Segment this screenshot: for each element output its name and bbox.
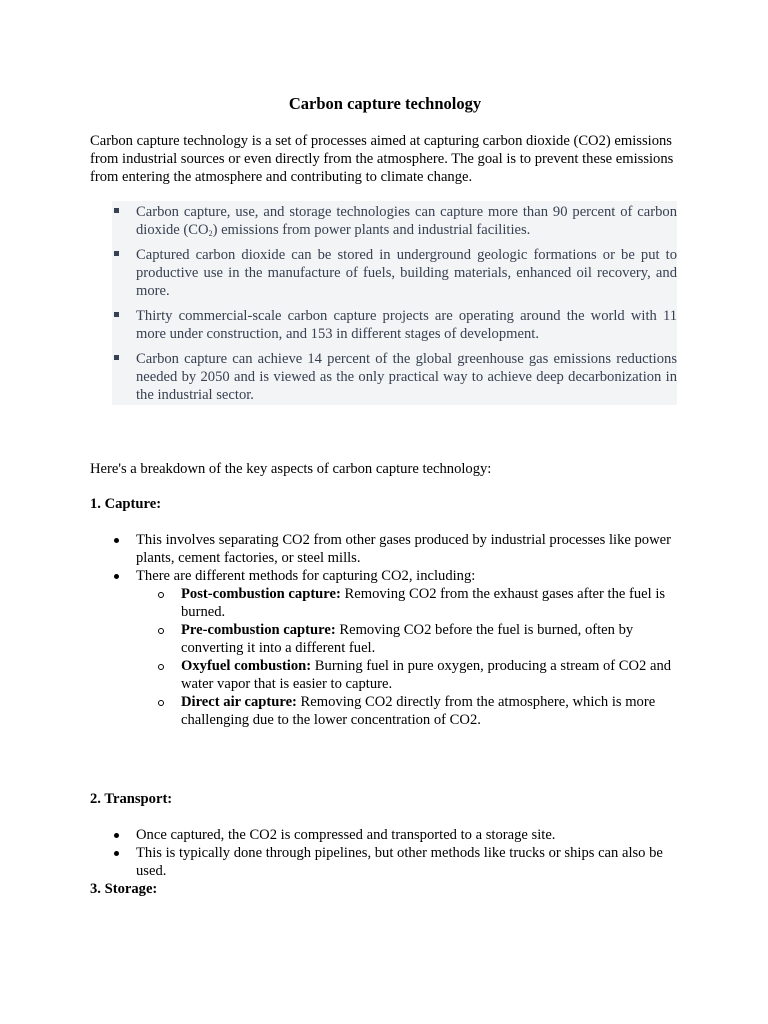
- square-bullet-icon: [114, 251, 119, 256]
- list-item-text: There are different methods for capturing CO2, including:: [136, 568, 476, 584]
- document-page: [90, 94, 680, 916]
- document-title: Carbon capture technology: [288, 94, 482, 113]
- method-text: Burning fuel in pure oxygen, producing a stream of CO2 and water vapor that is easier to capture.: [181, 658, 672, 692]
- method-text: Removing CO2 before the fuel is burned, often by converting it into a different fuel.: [181, 622, 634, 656]
- facts-block: [112, 201, 677, 405]
- fact-text-before: Carbon capture, use, and storage technologies can capture more than 90 percent of carbon dioxide (CO: [136, 204, 677, 238]
- fact-item: [112, 246, 677, 300]
- hollow-bullet-icon: [158, 628, 164, 634]
- list-item: [112, 826, 680, 844]
- method-label: Direct air capture:: [181, 694, 297, 710]
- list-item: [112, 567, 680, 729]
- hollow-bullet-icon: [158, 592, 164, 598]
- method-item: [157, 657, 680, 693]
- capture-list: [90, 531, 680, 729]
- list-item-text: Once captured, the CO2 is compressed and transported to a storage site.: [136, 827, 556, 843]
- method-item: [157, 585, 680, 621]
- breakdown-intro: Here's a breakdown of the key aspects of carbon capture technology:: [90, 461, 492, 477]
- square-bullet-icon: [114, 208, 119, 213]
- method-item: [157, 621, 680, 657]
- method-item: [157, 693, 680, 729]
- fact-text: Carbon capture can achieve 14 percent of the global greenhouse gas emissions reductions needed by 2050 and is viewed as the only practical way to achieve deep decarbonization in the industrial sector.: [136, 351, 677, 403]
- transport-list: [90, 826, 680, 880]
- hollow-bullet-icon: [158, 664, 164, 670]
- capture-heading: 1. Capture:: [90, 496, 162, 512]
- bullet-dot-icon: [114, 851, 119, 856]
- bullet-dot-icon: [114, 833, 119, 838]
- square-bullet-icon: [114, 312, 119, 317]
- list-item: [112, 844, 680, 880]
- fact-item: [112, 307, 677, 343]
- fact-text-after: ) emissions from power plants and industrial facilities.: [212, 222, 531, 238]
- method-label: Post-combustion capture:: [181, 586, 341, 602]
- fact-item: [112, 203, 677, 239]
- method-text: Removing CO2 directly from the atmosphere, which is more challenging due to the lower concentration of CO2.: [181, 694, 656, 728]
- storage-heading: 3. Storage:: [90, 881, 158, 897]
- intro-paragraph: Carbon capture technology is a set of processes aimed at capturing carbon dioxide (CO2) emissions from industrial sources or even directly from the atmosphere. The goal is to prevent these emissions from entering the atmosphere and contributing to climate change.: [90, 133, 674, 185]
- subscript-text: 2: [208, 229, 213, 238]
- facts-list: [112, 203, 677, 404]
- fact-item: [112, 350, 677, 404]
- fact-text: Captured carbon dioxide can be stored in underground geologic formations or be put to productive use in the manufacture of fuels, building materials, enhanced oil recovery, and more.: [136, 247, 677, 299]
- hollow-bullet-icon: [158, 700, 164, 706]
- method-label: Oxyfuel combustion:: [181, 658, 312, 674]
- bullet-dot-icon: [114, 538, 119, 543]
- list-item-text: This is typically done through pipelines, but other methods like trucks or ships can also be used.: [136, 845, 663, 879]
- square-bullet-icon: [114, 355, 119, 360]
- list-item: [112, 531, 680, 567]
- capture-methods-list: [136, 585, 680, 729]
- method-label: Pre-combustion capture:: [181, 622, 336, 638]
- fact-text: Thirty commercial-scale carbon capture projects are operating around the world with 11 more under construction, and 153 in different stages of development.: [136, 308, 677, 342]
- list-item-text: This involves separating CO2 from other gases produced by industrial processes like power plants, cement factories, or steel mills.: [136, 532, 671, 566]
- transport-heading: 2. Transport:: [90, 791, 173, 807]
- bullet-dot-icon: [114, 574, 119, 579]
- method-text: Removing CO2 from the exhaust gases after the fuel is burned.: [181, 586, 666, 620]
